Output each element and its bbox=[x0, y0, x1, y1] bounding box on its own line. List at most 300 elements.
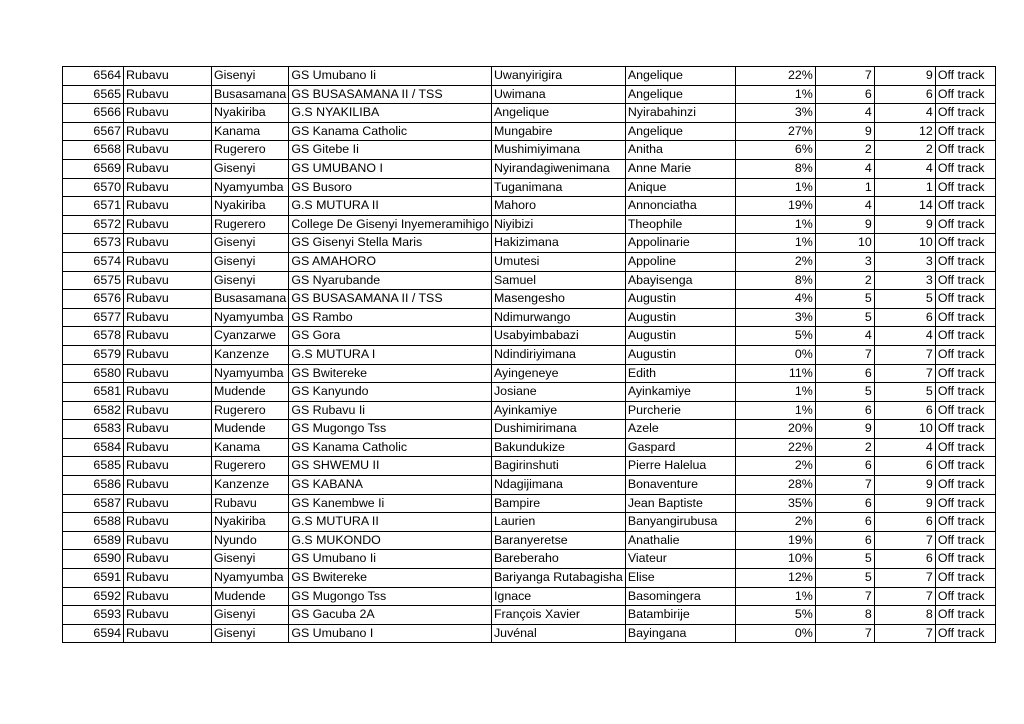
value-b-cell: 3 bbox=[874, 252, 935, 271]
school-cell: GS Mugongo Tss bbox=[289, 420, 492, 439]
status-cell: Off track bbox=[935, 122, 995, 141]
row-id-cell: 6586 bbox=[63, 476, 124, 495]
district-cell: Rubavu bbox=[124, 67, 212, 86]
value-a-cell: 9 bbox=[815, 420, 874, 439]
value-a-cell: 2 bbox=[815, 141, 874, 160]
score-cell: 3% bbox=[735, 308, 815, 327]
row-id-cell: 6576 bbox=[63, 290, 124, 309]
table-row bbox=[63, 197, 996, 216]
district-cell: Rubavu bbox=[124, 234, 212, 253]
sector-cell: Nyamyumba bbox=[212, 178, 289, 197]
first-name-cell: Augustin bbox=[625, 308, 735, 327]
value-a-cell: 6 bbox=[815, 494, 874, 513]
sector-cell: Busasamana bbox=[212, 290, 289, 309]
table-row bbox=[63, 308, 996, 327]
sector-cell: Rugerero bbox=[212, 141, 289, 160]
value-a-cell: 6 bbox=[815, 85, 874, 104]
value-b-cell: 6 bbox=[874, 308, 935, 327]
status-cell: Off track bbox=[935, 308, 995, 327]
value-b-cell: 7 bbox=[874, 624, 935, 643]
score-cell: 19% bbox=[735, 531, 815, 550]
district-cell: Rubavu bbox=[124, 606, 212, 625]
status-cell: Off track bbox=[935, 159, 995, 178]
value-b-cell: 6 bbox=[874, 513, 935, 532]
score-cell: 28% bbox=[735, 476, 815, 495]
table-row bbox=[63, 494, 996, 513]
value-a-cell: 3 bbox=[815, 252, 874, 271]
sector-cell: Gisenyi bbox=[212, 159, 289, 178]
last-name-cell: Uwimana bbox=[491, 85, 625, 104]
sector-cell: Nyakiriba bbox=[212, 197, 289, 216]
last-name-cell: Nyirandagiwenimana bbox=[491, 159, 625, 178]
value-a-cell: 4 bbox=[815, 159, 874, 178]
last-name-cell: Juvénal bbox=[491, 624, 625, 643]
table-row bbox=[63, 457, 996, 476]
status-cell: Off track bbox=[935, 85, 995, 104]
district-cell: Rubavu bbox=[124, 438, 212, 457]
table-body bbox=[63, 67, 996, 643]
value-a-cell: 1 bbox=[815, 178, 874, 197]
table-row bbox=[63, 383, 996, 402]
first-name-cell: Nyirabahinzi bbox=[625, 104, 735, 123]
value-b-cell: 3 bbox=[874, 271, 935, 290]
table-row bbox=[63, 159, 996, 178]
value-b-cell: 6 bbox=[874, 550, 935, 569]
district-cell: Rubavu bbox=[124, 420, 212, 439]
district-cell: Rubavu bbox=[124, 476, 212, 495]
table-row bbox=[63, 141, 996, 160]
value-b-cell: 12 bbox=[874, 122, 935, 141]
status-cell: Off track bbox=[935, 476, 995, 495]
sector-cell: Nyamyumba bbox=[212, 308, 289, 327]
value-a-cell: 4 bbox=[815, 327, 874, 346]
value-b-cell: 9 bbox=[874, 494, 935, 513]
row-id-cell: 6584 bbox=[63, 438, 124, 457]
table-row bbox=[63, 271, 996, 290]
score-cell: 10% bbox=[735, 550, 815, 569]
value-b-cell: 9 bbox=[874, 476, 935, 495]
district-cell: Rubavu bbox=[124, 85, 212, 104]
last-name-cell: Mushimiyimana bbox=[491, 141, 625, 160]
value-a-cell: 9 bbox=[815, 122, 874, 141]
row-id-cell: 6564 bbox=[63, 67, 124, 86]
row-id-cell: 6592 bbox=[63, 587, 124, 606]
value-a-cell: 5 bbox=[815, 550, 874, 569]
score-cell: 2% bbox=[735, 457, 815, 476]
sector-cell: Mudende bbox=[212, 420, 289, 439]
row-id-cell: 6594 bbox=[63, 624, 124, 643]
district-cell: Rubavu bbox=[124, 401, 212, 420]
last-name-cell: Ayinkamiye bbox=[491, 401, 625, 420]
last-name-cell: Umutesi bbox=[491, 252, 625, 271]
first-name-cell: Angelique bbox=[625, 67, 735, 86]
sector-cell: Gisenyi bbox=[212, 271, 289, 290]
value-a-cell: 5 bbox=[815, 290, 874, 309]
row-id-cell: 6574 bbox=[63, 252, 124, 271]
sector-cell: Kanzenze bbox=[212, 345, 289, 364]
sector-cell: Mudende bbox=[212, 383, 289, 402]
status-cell: Off track bbox=[935, 531, 995, 550]
school-cell: GS Gora bbox=[289, 327, 492, 346]
table-row bbox=[63, 234, 996, 253]
spreadsheet-table bbox=[62, 66, 996, 643]
last-name-cell: Bariyanga Rutabagisha bbox=[491, 569, 625, 588]
row-id-cell: 6572 bbox=[63, 215, 124, 234]
value-a-cell: 4 bbox=[815, 104, 874, 123]
district-cell: Rubavu bbox=[124, 252, 212, 271]
school-cell: GS BUSASAMANA II / TSS bbox=[289, 290, 492, 309]
value-b-cell: 9 bbox=[874, 67, 935, 86]
score-cell: 11% bbox=[735, 364, 815, 383]
row-id-cell: 6582 bbox=[63, 401, 124, 420]
school-cell: GS Rubavu Ii bbox=[289, 401, 492, 420]
row-id-cell: 6593 bbox=[63, 606, 124, 625]
status-cell: Off track bbox=[935, 67, 995, 86]
status-cell: Off track bbox=[935, 457, 995, 476]
table-row bbox=[63, 67, 996, 86]
first-name-cell: Gaspard bbox=[625, 438, 735, 457]
row-id-cell: 6585 bbox=[63, 457, 124, 476]
district-cell: Rubavu bbox=[124, 624, 212, 643]
status-cell: Off track bbox=[935, 327, 995, 346]
value-a-cell: 6 bbox=[815, 401, 874, 420]
value-b-cell: 7 bbox=[874, 345, 935, 364]
school-cell: GS Kanama Catholic bbox=[289, 122, 492, 141]
value-b-cell: 14 bbox=[874, 197, 935, 216]
school-cell: GS Umubano Ii bbox=[289, 67, 492, 86]
district-cell: Rubavu bbox=[124, 104, 212, 123]
first-name-cell: Appoline bbox=[625, 252, 735, 271]
value-b-cell: 6 bbox=[874, 401, 935, 420]
value-b-cell: 6 bbox=[874, 85, 935, 104]
value-a-cell: 8 bbox=[815, 606, 874, 625]
score-cell: 8% bbox=[735, 159, 815, 178]
school-cell: GS BUSASAMANA II / TSS bbox=[289, 85, 492, 104]
status-cell: Off track bbox=[935, 345, 995, 364]
last-name-cell: Usabyimbabazi bbox=[491, 327, 625, 346]
district-cell: Rubavu bbox=[124, 122, 212, 141]
first-name-cell: Angelique bbox=[625, 122, 735, 141]
last-name-cell: Angelique bbox=[491, 104, 625, 123]
row-id-cell: 6565 bbox=[63, 85, 124, 104]
score-cell: 6% bbox=[735, 141, 815, 160]
status-cell: Off track bbox=[935, 252, 995, 271]
value-b-cell: 6 bbox=[874, 457, 935, 476]
table-row bbox=[63, 345, 996, 364]
row-id-cell: 6588 bbox=[63, 513, 124, 532]
value-b-cell: 7 bbox=[874, 569, 935, 588]
status-cell: Off track bbox=[935, 234, 995, 253]
row-id-cell: 6583 bbox=[63, 420, 124, 439]
first-name-cell: Edith bbox=[625, 364, 735, 383]
first-name-cell: Ayinkamiye bbox=[625, 383, 735, 402]
score-cell: 1% bbox=[735, 215, 815, 234]
district-cell: Rubavu bbox=[124, 215, 212, 234]
last-name-cell: Bagirinshuti bbox=[491, 457, 625, 476]
value-b-cell: 4 bbox=[874, 104, 935, 123]
row-id-cell: 6573 bbox=[63, 234, 124, 253]
sector-cell: Rugerero bbox=[212, 215, 289, 234]
status-cell: Off track bbox=[935, 550, 995, 569]
school-cell: GS Umubano I bbox=[289, 624, 492, 643]
score-cell: 0% bbox=[735, 345, 815, 364]
district-cell: Rubavu bbox=[124, 308, 212, 327]
score-cell: 2% bbox=[735, 252, 815, 271]
first-name-cell: Batambirije bbox=[625, 606, 735, 625]
first-name-cell: Jean Baptiste bbox=[625, 494, 735, 513]
last-name-cell: Bakundukize bbox=[491, 438, 625, 457]
row-id-cell: 6577 bbox=[63, 308, 124, 327]
district-cell: Rubavu bbox=[124, 178, 212, 197]
last-name-cell: Ayingeneye bbox=[491, 364, 625, 383]
table-row bbox=[63, 104, 996, 123]
status-cell: Off track bbox=[935, 197, 995, 216]
first-name-cell: Anathalie bbox=[625, 531, 735, 550]
status-cell: Off track bbox=[935, 141, 995, 160]
first-name-cell: Angelique bbox=[625, 85, 735, 104]
table-row bbox=[63, 513, 996, 532]
table-row bbox=[63, 290, 996, 309]
table-row bbox=[63, 606, 996, 625]
first-name-cell: Banyangirubusa bbox=[625, 513, 735, 532]
status-cell: Off track bbox=[935, 104, 995, 123]
score-cell: 8% bbox=[735, 271, 815, 290]
table-row bbox=[63, 569, 996, 588]
table-row bbox=[63, 327, 996, 346]
table-row bbox=[63, 531, 996, 550]
status-cell: Off track bbox=[935, 587, 995, 606]
status-cell: Off track bbox=[935, 513, 995, 532]
score-cell: 20% bbox=[735, 420, 815, 439]
score-cell: 1% bbox=[735, 587, 815, 606]
table-row bbox=[63, 122, 996, 141]
sector-cell: Gisenyi bbox=[212, 606, 289, 625]
school-cell: GS Mugongo Tss bbox=[289, 587, 492, 606]
school-cell: College De Gisenyi Inyemeramihigo bbox=[289, 215, 492, 234]
district-cell: Rubavu bbox=[124, 494, 212, 513]
first-name-cell: Abayisenga bbox=[625, 271, 735, 290]
school-cell: GS Gitebe Ii bbox=[289, 141, 492, 160]
sector-cell: Gisenyi bbox=[212, 67, 289, 86]
score-cell: 3% bbox=[735, 104, 815, 123]
score-cell: 1% bbox=[735, 85, 815, 104]
table-row bbox=[63, 476, 996, 495]
row-id-cell: 6589 bbox=[63, 531, 124, 550]
value-b-cell: 10 bbox=[874, 234, 935, 253]
table-row bbox=[63, 587, 996, 606]
district-cell: Rubavu bbox=[124, 159, 212, 178]
status-cell: Off track bbox=[935, 606, 995, 625]
school-cell: GS Nyarubande bbox=[289, 271, 492, 290]
district-cell: Rubavu bbox=[124, 197, 212, 216]
value-b-cell: 10 bbox=[874, 420, 935, 439]
first-name-cell: Augustin bbox=[625, 345, 735, 364]
school-cell: GS Kanembwe Ii bbox=[289, 494, 492, 513]
value-a-cell: 7 bbox=[815, 67, 874, 86]
score-cell: 1% bbox=[735, 234, 815, 253]
value-a-cell: 7 bbox=[815, 345, 874, 364]
value-b-cell: 7 bbox=[874, 364, 935, 383]
value-a-cell: 2 bbox=[815, 271, 874, 290]
table-row bbox=[63, 624, 996, 643]
value-a-cell: 2 bbox=[815, 438, 874, 457]
sector-cell: Rugerero bbox=[212, 401, 289, 420]
table-row bbox=[63, 420, 996, 439]
value-a-cell: 6 bbox=[815, 513, 874, 532]
value-a-cell: 9 bbox=[815, 215, 874, 234]
first-name-cell: Bayingana bbox=[625, 624, 735, 643]
value-a-cell: 4 bbox=[815, 197, 874, 216]
row-id-cell: 6590 bbox=[63, 550, 124, 569]
sector-cell: Cyanzarwe bbox=[212, 327, 289, 346]
school-cell: GS UMUBANO I bbox=[289, 159, 492, 178]
district-cell: Rubavu bbox=[124, 383, 212, 402]
value-b-cell: 9 bbox=[874, 215, 935, 234]
score-cell: 27% bbox=[735, 122, 815, 141]
last-name-cell: Laurien bbox=[491, 513, 625, 532]
table-row bbox=[63, 85, 996, 104]
score-cell: 35% bbox=[735, 494, 815, 513]
sector-cell: Kanama bbox=[212, 122, 289, 141]
status-cell: Off track bbox=[935, 438, 995, 457]
school-cell: G.S MUKONDO bbox=[289, 531, 492, 550]
score-cell: 22% bbox=[735, 438, 815, 457]
status-cell: Off track bbox=[935, 178, 995, 197]
score-cell: 4% bbox=[735, 290, 815, 309]
school-cell: GS SHWEMU II bbox=[289, 457, 492, 476]
first-name-cell: Azele bbox=[625, 420, 735, 439]
school-cell: G.S MUTURA II bbox=[289, 513, 492, 532]
last-name-cell: Mungabire bbox=[491, 122, 625, 141]
school-cell: GS Gisenyi Stella Maris bbox=[289, 234, 492, 253]
score-cell: 5% bbox=[735, 606, 815, 625]
score-cell: 1% bbox=[735, 178, 815, 197]
row-id-cell: 6571 bbox=[63, 197, 124, 216]
sector-cell: Gisenyi bbox=[212, 550, 289, 569]
school-cell: GS Kanyundo bbox=[289, 383, 492, 402]
value-b-cell: 5 bbox=[874, 290, 935, 309]
sector-cell: Rubavu bbox=[212, 494, 289, 513]
last-name-cell: Ignace bbox=[491, 587, 625, 606]
table-row bbox=[63, 550, 996, 569]
status-cell: Off track bbox=[935, 401, 995, 420]
value-b-cell: 7 bbox=[874, 531, 935, 550]
last-name-cell: Samuel bbox=[491, 271, 625, 290]
status-cell: Off track bbox=[935, 494, 995, 513]
school-cell: GS Busoro bbox=[289, 178, 492, 197]
last-name-cell: Niyibizi bbox=[491, 215, 625, 234]
sector-cell: Kanzenze bbox=[212, 476, 289, 495]
district-cell: Rubavu bbox=[124, 364, 212, 383]
status-cell: Off track bbox=[935, 290, 995, 309]
sector-cell: Nyundo bbox=[212, 531, 289, 550]
value-a-cell: 5 bbox=[815, 383, 874, 402]
last-name-cell: Tuganimana bbox=[491, 178, 625, 197]
value-b-cell: 7 bbox=[874, 587, 935, 606]
last-name-cell: Ndimurwango bbox=[491, 308, 625, 327]
row-id-cell: 6567 bbox=[63, 122, 124, 141]
status-cell: Off track bbox=[935, 569, 995, 588]
table-row bbox=[63, 215, 996, 234]
row-id-cell: 6580 bbox=[63, 364, 124, 383]
last-name-cell: François Xavier bbox=[491, 606, 625, 625]
score-cell: 2% bbox=[735, 513, 815, 532]
first-name-cell: Pierre Halelua bbox=[625, 457, 735, 476]
school-cell: G.S NYAKILIBA bbox=[289, 104, 492, 123]
sector-cell: Nyakiriba bbox=[212, 104, 289, 123]
last-name-cell: Bampire bbox=[491, 494, 625, 513]
district-cell: Rubavu bbox=[124, 587, 212, 606]
sector-cell: Busasamana bbox=[212, 85, 289, 104]
last-name-cell: Ndagijimana bbox=[491, 476, 625, 495]
sector-cell: Rugerero bbox=[212, 457, 289, 476]
last-name-cell: Josiane bbox=[491, 383, 625, 402]
first-name-cell: Basomingera bbox=[625, 587, 735, 606]
last-name-cell: Dushimirimana bbox=[491, 420, 625, 439]
value-a-cell: 7 bbox=[815, 624, 874, 643]
score-cell: 5% bbox=[735, 327, 815, 346]
sector-cell: Kanama bbox=[212, 438, 289, 457]
first-name-cell: Purcherie bbox=[625, 401, 735, 420]
first-name-cell: Elise bbox=[625, 569, 735, 588]
table-row bbox=[63, 364, 996, 383]
value-b-cell: 1 bbox=[874, 178, 935, 197]
first-name-cell: Anne Marie bbox=[625, 159, 735, 178]
value-a-cell: 6 bbox=[815, 531, 874, 550]
row-id-cell: 6578 bbox=[63, 327, 124, 346]
value-a-cell: 7 bbox=[815, 587, 874, 606]
district-cell: Rubavu bbox=[124, 290, 212, 309]
first-name-cell: Appolinarie bbox=[625, 234, 735, 253]
row-id-cell: 6566 bbox=[63, 104, 124, 123]
score-cell: 22% bbox=[735, 67, 815, 86]
district-cell: Rubavu bbox=[124, 569, 212, 588]
row-id-cell: 6568 bbox=[63, 141, 124, 160]
school-cell: GS AMAHORO bbox=[289, 252, 492, 271]
school-cell: G.S MUTURA II bbox=[289, 197, 492, 216]
sector-cell: Gisenyi bbox=[212, 624, 289, 643]
district-cell: Rubavu bbox=[124, 531, 212, 550]
value-a-cell: 6 bbox=[815, 364, 874, 383]
last-name-cell: Mahoro bbox=[491, 197, 625, 216]
status-cell: Off track bbox=[935, 624, 995, 643]
school-cell: G.S MUTURA I bbox=[289, 345, 492, 364]
first-name-cell: Augustin bbox=[625, 327, 735, 346]
status-cell: Off track bbox=[935, 271, 995, 290]
school-cell: GS Kanama Catholic bbox=[289, 438, 492, 457]
district-cell: Rubavu bbox=[124, 513, 212, 532]
value-b-cell: 4 bbox=[874, 438, 935, 457]
district-cell: Rubavu bbox=[124, 345, 212, 364]
first-name-cell: Anique bbox=[625, 178, 735, 197]
value-a-cell: 5 bbox=[815, 569, 874, 588]
district-cell: Rubavu bbox=[124, 271, 212, 290]
value-a-cell: 6 bbox=[815, 457, 874, 476]
school-cell: GS Rambo bbox=[289, 308, 492, 327]
school-cell: GS Bwitereke bbox=[289, 569, 492, 588]
school-cell: GS Umubano Ii bbox=[289, 550, 492, 569]
last-name-cell: Hakizimana bbox=[491, 234, 625, 253]
school-cell: GS KABANA bbox=[289, 476, 492, 495]
district-cell: Rubavu bbox=[124, 327, 212, 346]
value-a-cell: 7 bbox=[815, 476, 874, 495]
first-name-cell: Anitha bbox=[625, 141, 735, 160]
value-b-cell: 2 bbox=[874, 141, 935, 160]
score-cell: 19% bbox=[735, 197, 815, 216]
table-row bbox=[63, 438, 996, 457]
value-a-cell: 5 bbox=[815, 308, 874, 327]
score-cell: 1% bbox=[735, 383, 815, 402]
